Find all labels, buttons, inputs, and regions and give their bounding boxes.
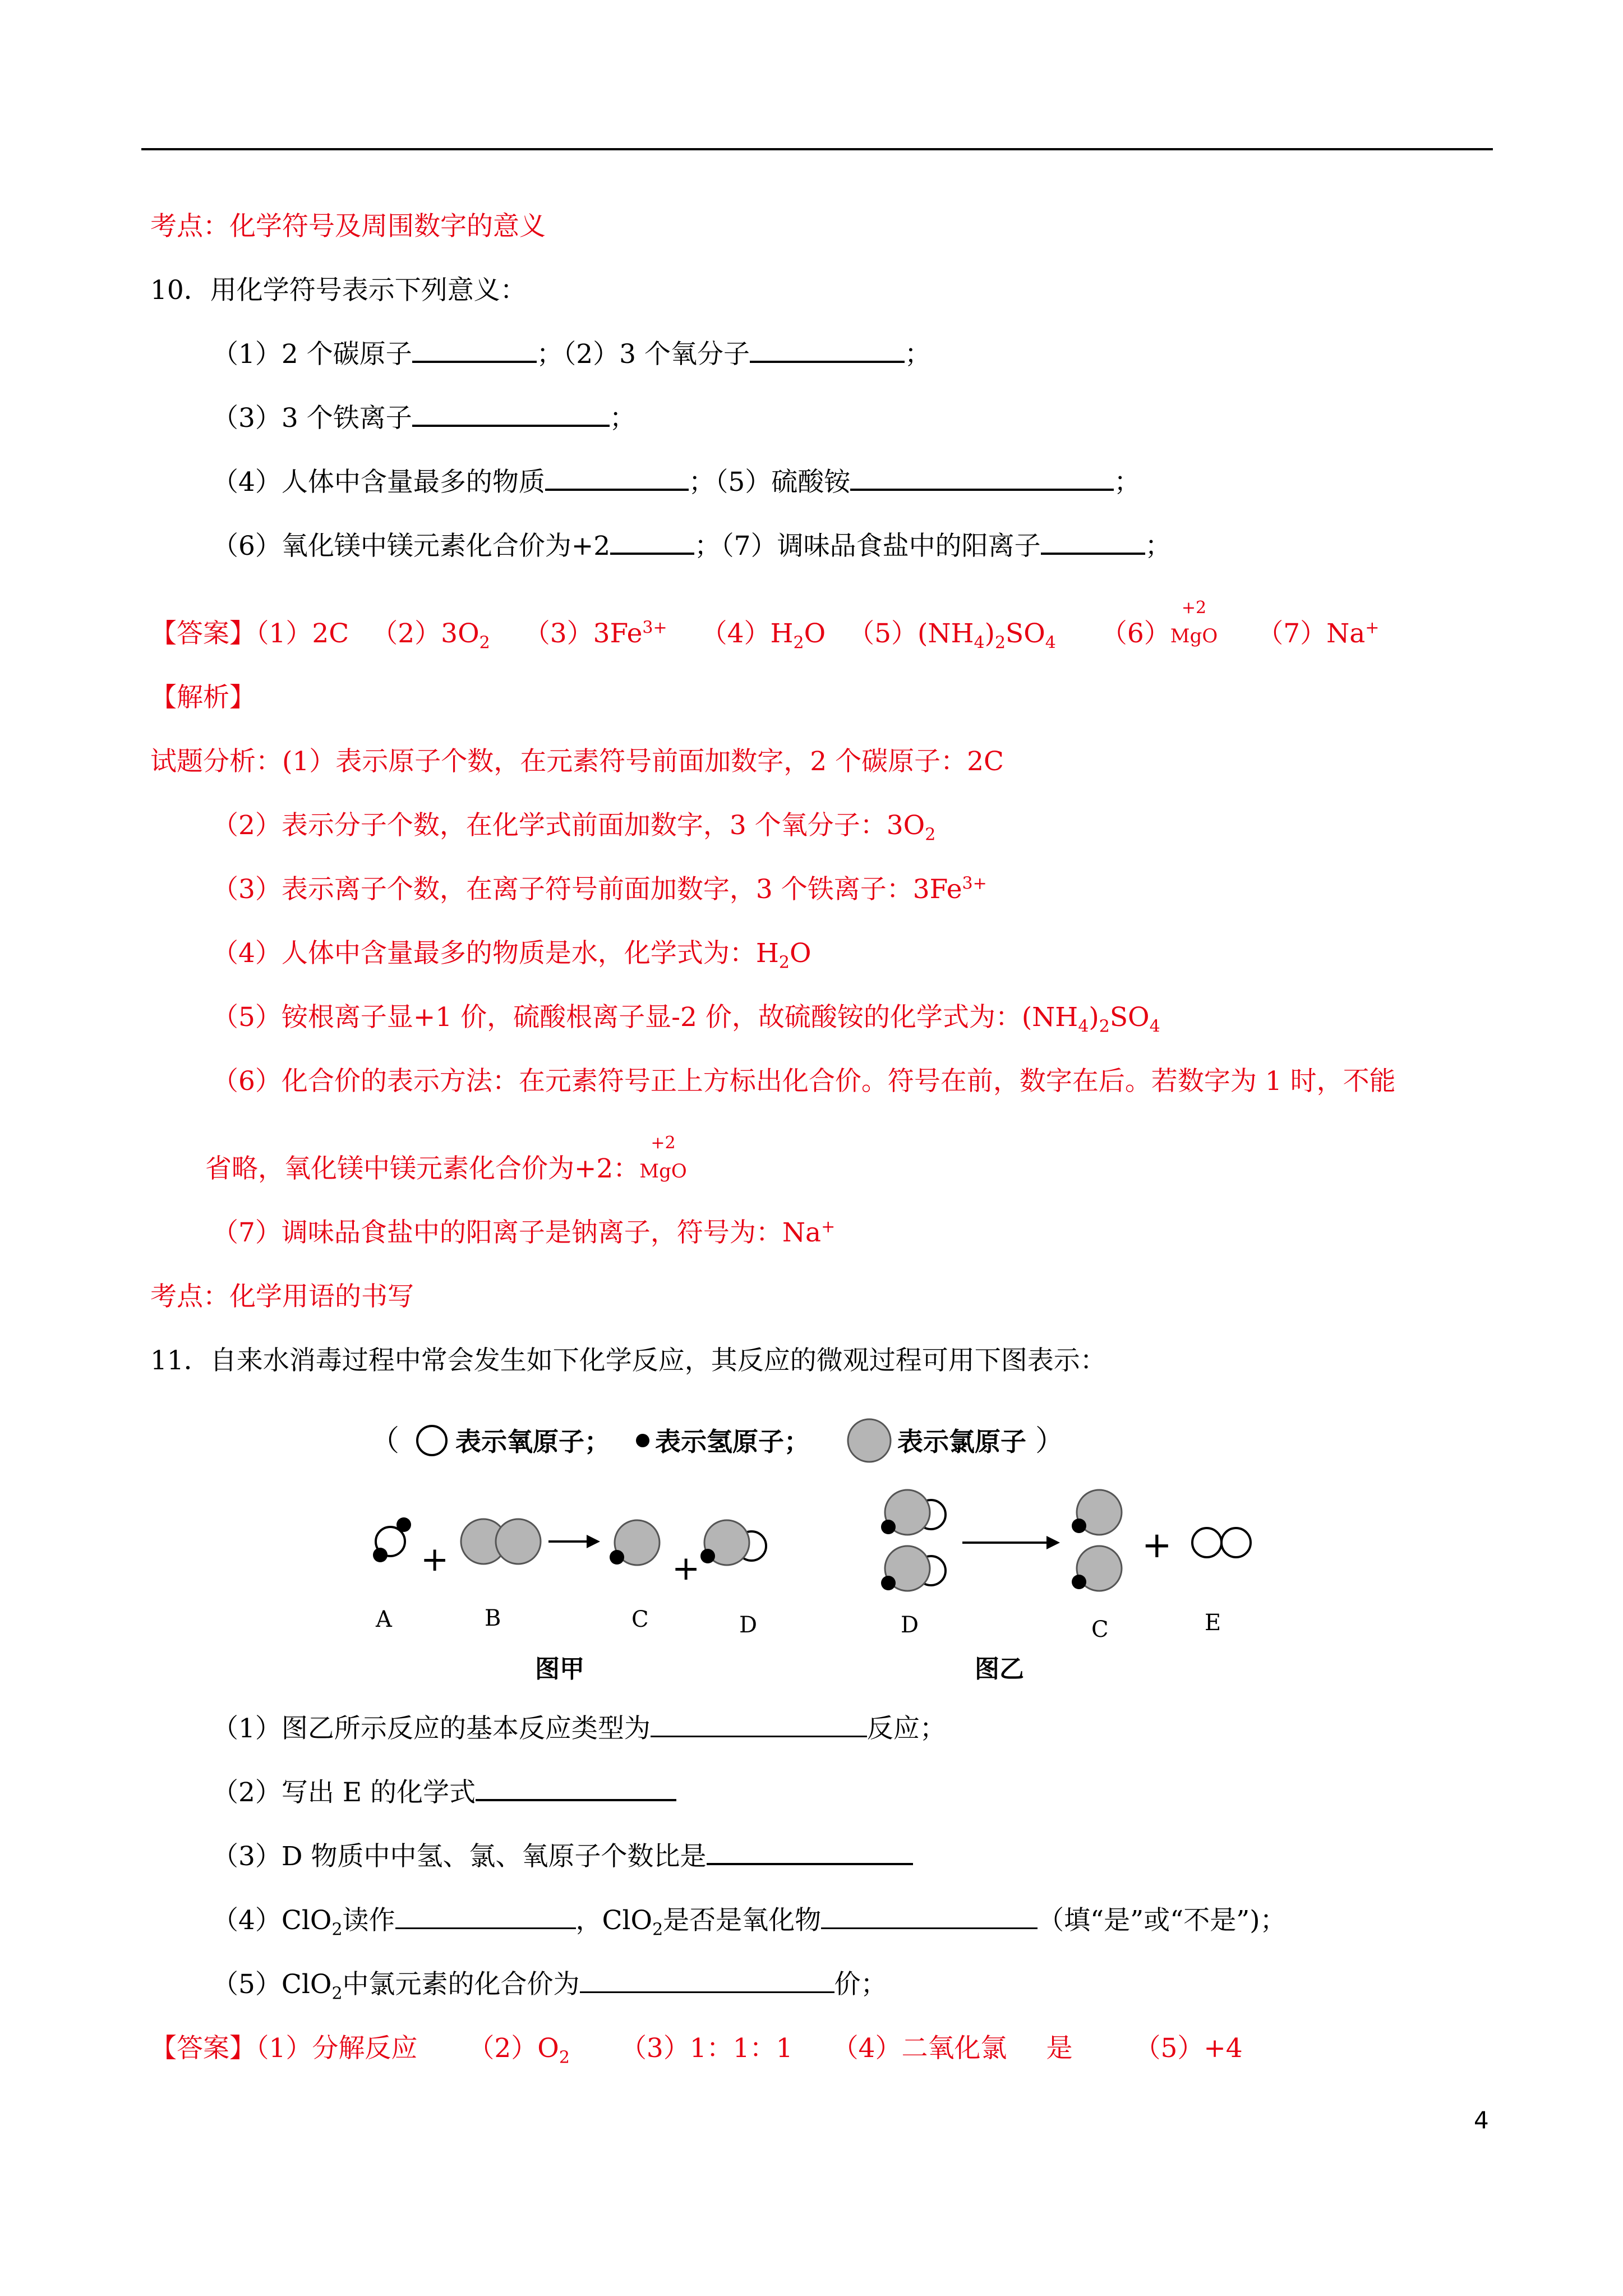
arrow-yi: [962, 1536, 1060, 1549]
q11-blank-3[interactable]: [707, 1841, 913, 1865]
q11-p4-oxide: 是否是氧化物: [663, 1905, 822, 1936]
answer-11-4b: 是: [1046, 2033, 1073, 2064]
answer-11-label: 【答案】: [150, 2033, 256, 2064]
q11-blank-2[interactable]: [476, 1777, 676, 1801]
label-c-1: C: [631, 1607, 649, 1632]
kaodian-2: 考点：化学用语的书写: [150, 1281, 414, 1312]
q11-line2: [212, 1776, 676, 1810]
q10-p4-text: （4）人体中含量最多的物质: [212, 467, 545, 498]
plus-2: +: [672, 1549, 700, 1588]
q11-p5-text: 中氯元素的化合价为: [342, 1969, 580, 2000]
answer-10-7: （7）Na+: [1257, 618, 1380, 649]
q10-p7-end: ；: [1145, 531, 1172, 562]
legend-o: 表示氧原子；: [455, 1427, 610, 1457]
answer-label: 【答案】: [150, 618, 256, 649]
oxygen-atom-icon: [417, 1426, 446, 1455]
q11-blank-4b[interactable]: [821, 1905, 1038, 1929]
answer-10-6-mgo: +2 MgO: [1170, 598, 1218, 647]
legend-close: ）: [1035, 1424, 1065, 1458]
analysis-1: 试题分析：(1）表示原子个数，在元素符号前面加数字，2 个碳原子：2C: [150, 746, 1004, 777]
q11-line3: [212, 1840, 913, 1874]
q10-p1-text: （1）2 个碳原子: [212, 339, 412, 370]
molecule-b: [461, 1519, 541, 1564]
molecule-c-2b: [1072, 1546, 1122, 1591]
analysis-4: （4）人体中含量最多的物质是水，化学式为：$H_2O$: [212, 938, 811, 973]
q10-blank-1[interactable]: [412, 338, 537, 363]
answer-10: [150, 598, 1380, 653]
analysis-2: （2）表示分子个数，在化学式前面加数字，3 个氧分子：$3O_2$: [212, 810, 936, 845]
q11-line4: （4）ClO$_2$读作 ，ClO$_2$是否是氧化物 （填“是”或“不是”)；: [212, 1905, 1287, 1940]
q10-p2-end: ；: [905, 339, 931, 370]
molecule-d-2b: [881, 1546, 946, 1591]
q11-p4-clo2-b: ，ClO: [575, 1905, 653, 1936]
answer-10-6: （6）: [1100, 618, 1170, 649]
molecule-d-2a: [881, 1490, 946, 1535]
answer-10-1: （1）2C: [256, 618, 349, 649]
answer-11: [150, 2032, 1243, 2068]
answer-11-4: （4）二氧化氯: [832, 2033, 1007, 2064]
header-rule: [141, 148, 1493, 150]
q11-p5-end: 价；: [834, 1969, 887, 2000]
legend-h: 表示氢原子；: [655, 1427, 810, 1457]
q10-blank-2[interactable]: [750, 338, 905, 363]
molecule-c-1: [610, 1520, 660, 1565]
analysis-3: （3）表示离子个数，在离子符号前面加数字，3 个铁离子：$3Fe^{3+}$: [212, 873, 987, 905]
answer-11-5: （5）+4: [1134, 2033, 1243, 2064]
reaction-figure: [336, 1402, 1290, 1700]
label-d-1: D: [739, 1612, 758, 1638]
label-a: A: [376, 1607, 392, 1632]
q11-p4-clo2: （4）ClO: [212, 1905, 332, 1936]
answer-10-5: $(5)(NH_4)_2SO_4$: [848, 618, 1056, 653]
q10-stem: 10．用化学符号表示下列意义：: [150, 275, 527, 306]
plus-1: +: [421, 1540, 449, 1579]
q10-blank-3[interactable]: [412, 402, 610, 427]
legend-open: （: [370, 1424, 400, 1458]
caption-yi: 图乙: [975, 1655, 1024, 1683]
arrow-jia: [548, 1535, 600, 1548]
q10-p2-text: ；（2）3 个氧分子: [536, 339, 750, 370]
q10-p5-end: ；: [1114, 467, 1141, 498]
q10-p7-text: ；（7）调味品食盐中的阳离子: [694, 531, 1041, 562]
q10-blank-5[interactable]: [850, 466, 1114, 491]
analysis-8: （7）调味品食盐中的阳离子是钠离子，符号为：Na+: [212, 1217, 836, 1248]
answer-10-3: $(3)3Fe^{3+}$: [523, 618, 667, 649]
kaodian-1: 考点：化学符号及周围数字的意义: [150, 211, 546, 242]
label-b: B: [485, 1605, 501, 1631]
q10-p6-text: （6）氧化镁中镁元素化合价为+2: [212, 531, 611, 562]
caption-jia: 图甲: [535, 1655, 584, 1683]
q10-blank-6[interactable]: [610, 530, 694, 555]
answer-10-2: $(2)3O_2$: [371, 618, 490, 653]
page-number: 4: [1474, 2106, 1489, 2134]
analysis-6: （6）化合价的表示方法：在元素符号正上方标出化合价。符号在前，数字在后。若数字为 1 时，不能: [212, 1066, 1396, 1097]
q11-line1: [212, 1712, 946, 1746]
molecule-d-1: [700, 1520, 766, 1565]
q11-p5-clo2: （5）ClO: [212, 1969, 332, 2000]
q11-blank-5[interactable]: [580, 1969, 834, 1993]
plus-3: +: [1142, 1525, 1172, 1566]
label-e: E: [1205, 1610, 1221, 1636]
q10-line3: [212, 466, 1140, 499]
hydrogen-atom-icon: [636, 1434, 649, 1447]
molecule-a: [373, 1517, 411, 1562]
q10-line4: [212, 530, 1172, 563]
q10-blank-4[interactable]: [545, 466, 689, 491]
q10-line1: [212, 338, 931, 371]
q11-stem: 11．自来水消毒过程中常会发生如下化学反应，其反应的微观过程可用下图表示：: [150, 1345, 1106, 1376]
answer-10-4: $(4)H_2O$: [700, 618, 826, 653]
q10-p3-end: ；: [609, 403, 636, 434]
q10-line2: [212, 402, 636, 435]
chlorine-atom-icon: [848, 1419, 891, 1462]
q11-p4-end: （填“是”或“不是”)；: [1038, 1905, 1287, 1936]
analysis-mgo: +2 MgO: [639, 1133, 687, 1182]
molecule-c-2a: [1072, 1490, 1122, 1535]
answer-11-3: （3）1：1：1: [620, 2033, 793, 2064]
q11-line5: （5）ClO$_2$中氯元素的化合价为 价；: [212, 1969, 887, 2004]
analysis-7: 省略，氧化镁中镁元素化合价为+2： +2 MgO: [205, 1152, 687, 1188]
q11-blank-1[interactable]: [651, 1713, 867, 1737]
legend-cl: 表示氯原子: [897, 1427, 1026, 1457]
q11-p1-text: （1）图乙所示反应的基本反应类型为: [212, 1713, 651, 1744]
jiexi-label: 【解析】: [150, 682, 256, 713]
q11-p3-text: （3）D 物质中中氢、氯、氧原子个数比是: [212, 1841, 707, 1872]
label-c-2: C: [1091, 1617, 1109, 1642]
q10-p3-text: （3）3 个铁离子: [212, 403, 412, 434]
q11-p1-end: 反应；: [866, 1713, 946, 1744]
answer-11-2: $(2)O_2$: [468, 2033, 570, 2068]
q11-p2-text: （2）写出 E 的化学式: [212, 1777, 476, 1808]
answer-11-1: （1）分解反应: [256, 2033, 418, 2064]
q11-blank-4a[interactable]: [395, 1905, 576, 1929]
molecule-e: [1192, 1528, 1251, 1557]
q10-blank-7[interactable]: [1041, 530, 1145, 555]
label-d-2: D: [901, 1612, 919, 1638]
q11-p4-read: 读作: [342, 1905, 395, 1936]
q10-p5-text: ；（5）硫酸铵: [688, 467, 851, 498]
analysis-5: （5）铵根离子显+1 价，硫酸根离子显-2 价，故硫酸铵的化学式为：$(NH_4)_2SO_4$: [212, 1002, 1160, 1037]
